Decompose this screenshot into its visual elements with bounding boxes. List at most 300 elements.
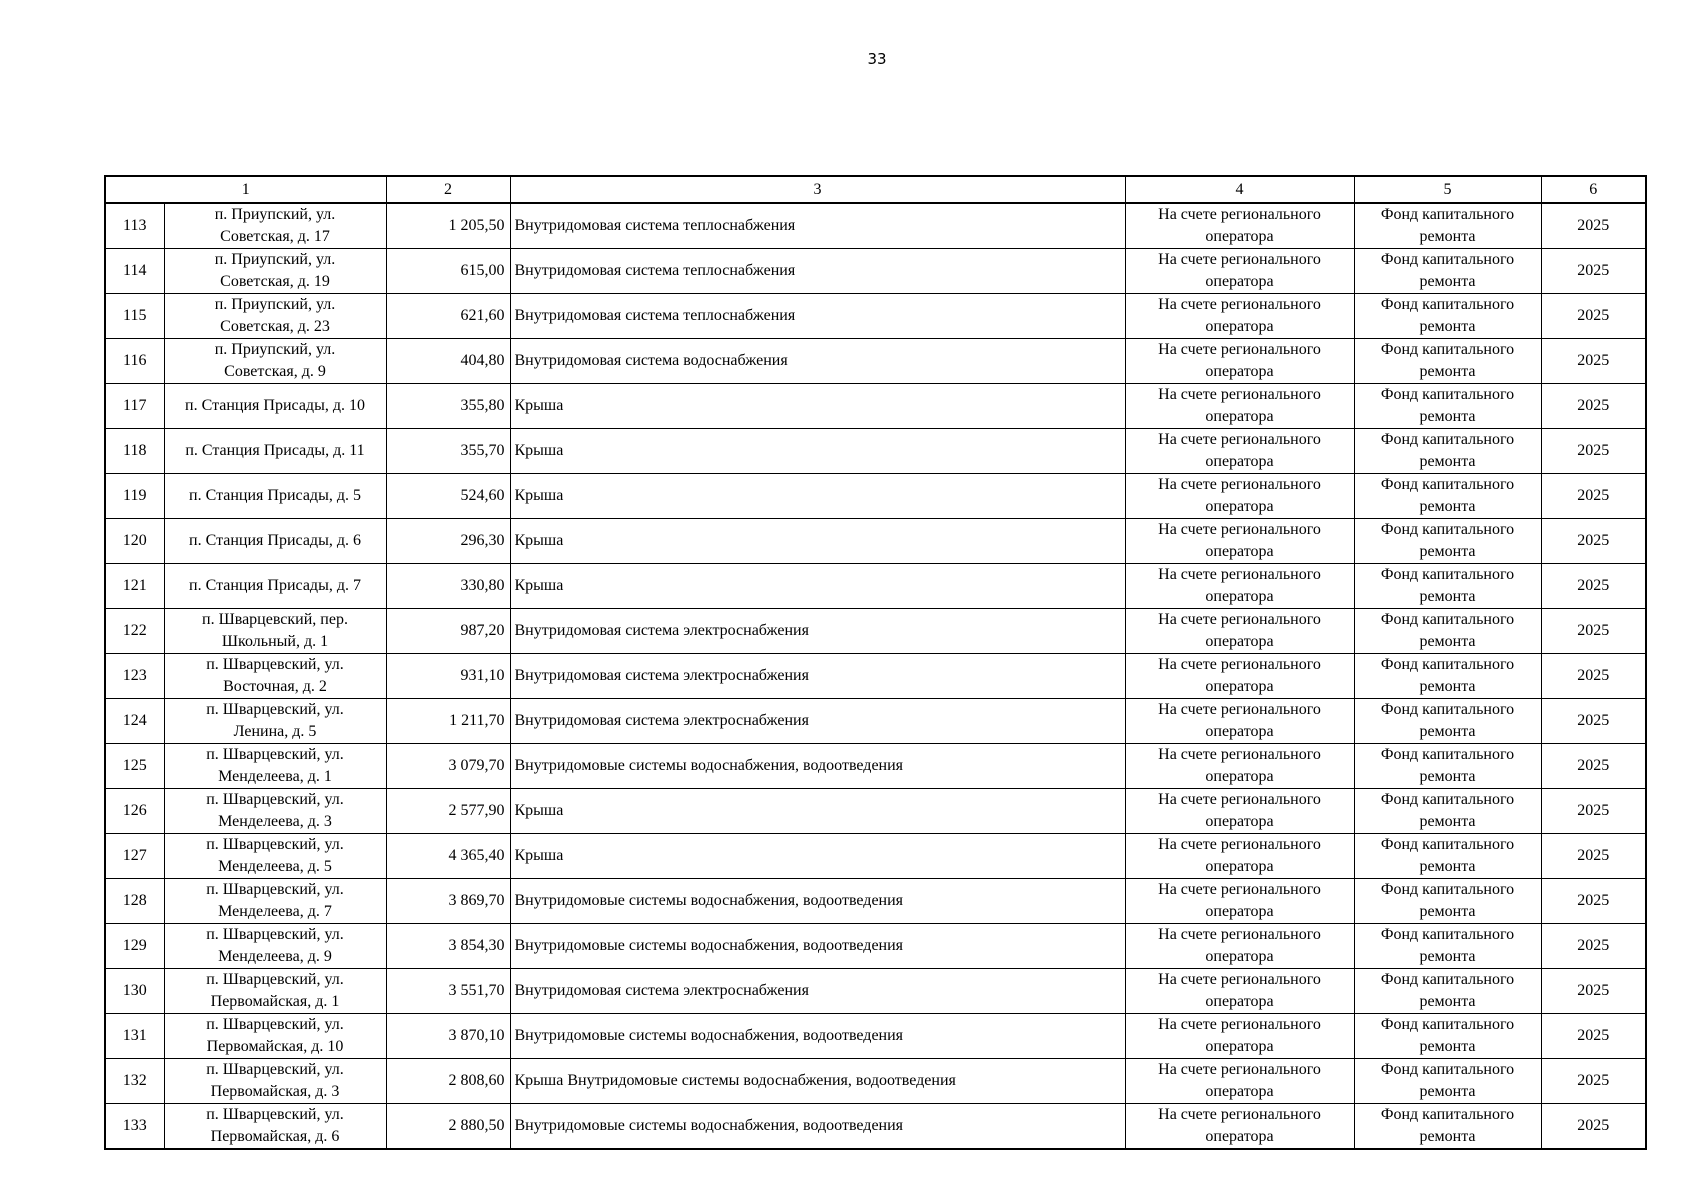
work-type-cell-line: Внутридомовая система теплоснабжения (514, 307, 796, 324)
work-type-cell-line: Внутридомовые системы водоснабжения, водоотведения (514, 1117, 904, 1134)
account-cell (1125, 294, 1354, 339)
address-cell-line: п. Шварцевский, ул. (206, 971, 344, 988)
account-cell (1125, 519, 1354, 564)
funding-source-cell (1354, 969, 1541, 1014)
area-cell (386, 1014, 510, 1059)
work-type-cell-line: Крыша (514, 397, 564, 414)
year-cell (1541, 1014, 1646, 1059)
row-number-cell-line: 119 (123, 487, 147, 504)
row-number-cell-line: 130 (122, 982, 147, 999)
funding-source-cell (1354, 564, 1541, 609)
row-number-cell (105, 879, 164, 924)
funding-source-cell-line: Фонд капитального (1380, 1061, 1515, 1078)
area-cell-line: 296,30 (460, 532, 505, 549)
account-cell-line: На счете регионального (1158, 836, 1321, 853)
funding-source-cell-line: Фонд капитального (1380, 431, 1515, 448)
header-col-3: 3 (510, 176, 1125, 203)
address-cell-line: п. Шварцевский, пер. (202, 611, 348, 628)
row-number-cell-line: 125 (122, 757, 147, 774)
row-number-cell (105, 1104, 164, 1150)
work-type-cell-line: Крыша Внутридомовые системы водоснабжения, водоотведения (514, 1072, 956, 1089)
area-cell-line: 3 854,30 (448, 937, 505, 954)
address-cell (164, 609, 386, 654)
row-number-cell-line: 117 (123, 397, 147, 414)
account-cell-line: оператора (1205, 1128, 1274, 1145)
row-number-cell (105, 969, 164, 1014)
year-cell-line: 2025 (1577, 1027, 1610, 1044)
account-cell (1125, 384, 1354, 429)
account-cell-line: На счете регионального (1158, 1061, 1321, 1078)
account-cell-line: оператора (1205, 228, 1274, 245)
account-cell-line: На счете регионального (1158, 341, 1321, 358)
address-cell-line: Советская, д. 17 (220, 228, 330, 245)
funding-source-cell-line: ремонта (1419, 363, 1476, 380)
funding-source-cell (1354, 249, 1541, 294)
account-cell-line: На счете регионального (1158, 611, 1321, 628)
area-cell (386, 429, 510, 474)
table-row (105, 654, 1646, 699)
address-cell-line: Школьный, д. 1 (221, 633, 329, 650)
funding-source-cell-line: ремонта (1419, 813, 1476, 830)
address-cell-line: п. Приупский, ул. (214, 296, 336, 313)
work-type-cell-line: Крыша (514, 487, 564, 504)
table-row (105, 1014, 1646, 1059)
table-row (105, 744, 1646, 789)
table-row (105, 1059, 1646, 1104)
year-cell (1541, 654, 1646, 699)
year-cell-line: 2025 (1577, 442, 1610, 459)
row-number-cell (105, 384, 164, 429)
year-cell (1541, 1059, 1646, 1104)
funding-source-cell (1354, 924, 1541, 969)
row-number-cell-line: 126 (122, 802, 147, 819)
funding-source-cell-line: ремонта (1419, 453, 1476, 470)
table-row (105, 879, 1646, 924)
work-type-cell-line: Внутридомовая система электроснабжения (514, 982, 809, 999)
funding-source-cell-line: ремонта (1419, 948, 1476, 965)
address-cell-line: п. Шварцевский, ул. (206, 1016, 344, 1033)
address-cell (164, 879, 386, 924)
funding-source-cell (1354, 789, 1541, 834)
table-row (105, 384, 1646, 429)
funding-source-cell-line: Фонд капитального (1380, 746, 1515, 763)
year-cell-line: 2025 (1577, 1072, 1610, 1089)
account-cell (1125, 564, 1354, 609)
area-cell-line: 987,20 (460, 622, 505, 639)
funding-source-cell (1354, 519, 1541, 564)
row-number-cell-line: 121 (122, 577, 147, 594)
funding-source-cell-line: Фонд капитального (1380, 521, 1515, 538)
account-cell-line: оператора (1205, 993, 1274, 1010)
address-cell-line: Первомайская, д. 3 (210, 1083, 340, 1100)
year-cell (1541, 249, 1646, 294)
account-cell-line: На счете регионального (1158, 791, 1321, 808)
account-cell (1125, 654, 1354, 699)
header-col-4: 4 (1125, 176, 1354, 203)
account-cell-line: оператора (1205, 273, 1274, 290)
work-type-cell (510, 744, 1125, 789)
funding-source-cell (1354, 699, 1541, 744)
address-cell (164, 294, 386, 339)
address-cell-line: п. Приупский, ул. (214, 341, 336, 358)
year-cell (1541, 294, 1646, 339)
account-cell-line: На счете регионального (1158, 1106, 1321, 1123)
table-row (105, 1104, 1646, 1150)
table-row (105, 203, 1646, 249)
row-number-cell-line: 118 (123, 442, 147, 459)
row-number-cell (105, 429, 164, 474)
funding-source-cell-line: ремонта (1419, 498, 1476, 515)
funding-source-cell-line: Фонд капитального (1380, 611, 1515, 628)
funding-source-cell-line: ремонта (1419, 1083, 1476, 1100)
account-cell (1125, 744, 1354, 789)
work-type-cell (510, 294, 1125, 339)
address-cell-line: Первомайская, д. 10 (206, 1038, 344, 1055)
account-cell-line: На счете регионального (1158, 206, 1321, 223)
address-cell-line: п. Приупский, ул. (214, 251, 336, 268)
account-cell-line: оператора (1205, 318, 1274, 335)
area-cell-line: 615,00 (460, 262, 505, 279)
year-cell (1541, 834, 1646, 879)
account-cell (1125, 789, 1354, 834)
account-cell-line: На счете регионального (1158, 701, 1321, 718)
year-cell-line: 2025 (1577, 307, 1610, 324)
funding-source-cell-line: Фонд капитального (1380, 926, 1515, 943)
address-cell-line: п. Шварцевский, ул. (206, 701, 344, 718)
row-number-cell (105, 834, 164, 879)
account-cell (1125, 879, 1354, 924)
funding-source-cell-line: ремонта (1419, 903, 1476, 920)
funding-source-cell-line: Фонд капитального (1380, 251, 1515, 268)
row-number-cell (105, 1014, 164, 1059)
account-cell-line: На счете регионального (1158, 1016, 1321, 1033)
account-cell (1125, 609, 1354, 654)
page-number: 33 (867, 50, 887, 68)
work-type-cell-line: Крыша (514, 847, 564, 864)
account-cell-line: На счете регионального (1158, 881, 1321, 898)
row-number-cell-line: 116 (123, 352, 147, 369)
year-cell (1541, 339, 1646, 384)
row-number-cell-line: 124 (122, 712, 147, 729)
area-cell-line: 1 211,70 (449, 712, 505, 729)
account-cell-line: оператора (1205, 948, 1274, 965)
account-cell-line: На счете регионального (1158, 566, 1321, 583)
row-number-cell-line: 129 (122, 937, 147, 954)
table-row (105, 969, 1646, 1014)
work-type-cell-line: Крыша (514, 442, 564, 459)
funding-source-cell (1354, 609, 1541, 654)
funding-source-cell-line: Фонд капитального (1380, 566, 1515, 583)
year-cell (1541, 879, 1646, 924)
funding-source-cell (1354, 879, 1541, 924)
work-type-cell-line: Крыша (514, 577, 564, 594)
area-cell-line: 621,60 (460, 307, 505, 324)
address-cell-line: Менделеева, д. 5 (218, 858, 332, 875)
table-row (105, 609, 1646, 654)
address-cell (164, 924, 386, 969)
funding-source-cell-line: ремонта (1419, 588, 1476, 605)
header-col-1: 1 (105, 176, 386, 203)
address-cell-line: Восточная, д. 2 (223, 678, 327, 695)
account-cell-line: На счете регионального (1158, 296, 1321, 313)
account-cell-line: оператора (1205, 678, 1274, 695)
funding-source-cell (1354, 294, 1541, 339)
work-type-cell (510, 203, 1125, 249)
row-number-cell-line: 131 (122, 1027, 147, 1044)
area-cell-line: 931,10 (460, 667, 505, 684)
funding-source-cell-line: ремонта (1419, 633, 1476, 650)
account-cell (1125, 834, 1354, 879)
area-cell-line: 404,80 (460, 352, 505, 369)
address-cell-line: п. Шварцевский, ул. (206, 791, 344, 808)
row-number-cell-line: 115 (123, 307, 147, 324)
account-cell-line: На счете регионального (1158, 476, 1321, 493)
account-cell (1125, 249, 1354, 294)
work-type-cell-line: Внутридомовая система электроснабжения (514, 622, 809, 639)
year-cell (1541, 564, 1646, 609)
funding-source-cell-line: Фонд капитального (1380, 386, 1515, 403)
work-type-cell-line: Крыша (514, 532, 564, 549)
work-type-cell-line: Внутридомовые системы водоснабжения, водоотведения (514, 892, 904, 909)
area-cell-line: 3 551,70 (448, 982, 505, 999)
funding-source-cell-line: Фонд капитального (1380, 206, 1515, 223)
year-cell-line: 2025 (1577, 982, 1610, 999)
address-cell-line: п. Шварцевский, ул. (206, 1106, 344, 1123)
funding-source-cell (1354, 744, 1541, 789)
year-cell-line: 2025 (1577, 397, 1610, 414)
account-cell-line: оператора (1205, 588, 1274, 605)
area-cell-line: 3 079,70 (448, 757, 505, 774)
work-type-cell (510, 834, 1125, 879)
area-cell-line: 2 880,50 (448, 1117, 505, 1134)
address-cell (164, 339, 386, 384)
funding-source-cell-line: Фонд капитального (1380, 656, 1515, 673)
row-number-cell-line: 113 (123, 217, 147, 234)
year-cell-line: 2025 (1577, 802, 1610, 819)
area-cell (386, 654, 510, 699)
funding-source-cell (1354, 1059, 1541, 1104)
address-cell-line: п. Шварцевский, ул. (206, 836, 344, 853)
funding-source-cell (1354, 834, 1541, 879)
area-cell (386, 203, 510, 249)
table-row (105, 789, 1646, 834)
address-cell (164, 1059, 386, 1104)
work-type-cell (510, 384, 1125, 429)
funding-source-cell-line: Фонд капитального (1380, 791, 1515, 808)
address-cell-line: Советская, д. 9 (224, 363, 326, 380)
address-cell-line: п. Шварцевский, ул. (206, 881, 344, 898)
year-cell (1541, 1104, 1646, 1150)
account-cell-line: На счете регионального (1158, 926, 1321, 943)
work-type-cell-line: Внутридомовая система электроснабжения (514, 667, 809, 684)
funding-source-cell (1354, 339, 1541, 384)
work-type-cell-line: Внутридомовая система водоснабжения (514, 352, 788, 369)
funding-source-cell (1354, 654, 1541, 699)
row-number-cell (105, 203, 164, 249)
work-type-cell (510, 429, 1125, 474)
address-cell-line: Первомайская, д. 1 (210, 993, 340, 1010)
address-cell-line: п. Станция Присады, д. 6 (189, 532, 361, 549)
account-cell-line: оператора (1205, 1038, 1274, 1055)
account-cell (1125, 474, 1354, 519)
funding-source-cell-line: ремонта (1419, 1038, 1476, 1055)
area-cell (386, 384, 510, 429)
address-cell (164, 969, 386, 1014)
year-cell (1541, 744, 1646, 789)
work-type-cell-line: Крыша (514, 802, 564, 819)
account-cell (1125, 429, 1354, 474)
work-type-cell-line: Внутридомовые системы водоснабжения, водоотведения (514, 1027, 904, 1044)
area-cell (386, 699, 510, 744)
address-cell-line: Советская, д. 19 (220, 273, 330, 290)
account-cell-line: оператора (1205, 1083, 1274, 1100)
funding-source-cell-line: Фонд капитального (1380, 476, 1515, 493)
row-number-cell (105, 924, 164, 969)
funding-source-cell-line: Фонд капитального (1380, 881, 1515, 898)
address-cell (164, 1104, 386, 1150)
funding-source-cell-line: ремонта (1419, 678, 1476, 695)
work-type-cell-line: Внутридомовая система теплоснабжения (514, 262, 796, 279)
work-type-cell (510, 564, 1125, 609)
account-cell-line: оператора (1205, 768, 1274, 785)
address-cell (164, 384, 386, 429)
year-cell-line: 2025 (1577, 847, 1610, 864)
address-cell (164, 744, 386, 789)
area-cell (386, 294, 510, 339)
row-number-cell (105, 249, 164, 294)
address-cell-line: Первомайская, д. 6 (210, 1128, 340, 1145)
account-cell (1125, 924, 1354, 969)
year-cell-line: 2025 (1577, 352, 1610, 369)
table-row (105, 924, 1646, 969)
funding-source-cell (1354, 1104, 1541, 1150)
account-cell (1125, 339, 1354, 384)
area-cell-line: 1 205,50 (448, 217, 505, 234)
address-cell (164, 564, 386, 609)
work-type-cell (510, 924, 1125, 969)
address-cell (164, 249, 386, 294)
year-cell-line: 2025 (1577, 892, 1610, 909)
account-cell-line: На счете регионального (1158, 656, 1321, 673)
year-cell (1541, 609, 1646, 654)
table-row (105, 834, 1646, 879)
row-number-cell (105, 564, 164, 609)
funding-source-cell (1354, 384, 1541, 429)
area-cell (386, 879, 510, 924)
account-cell-line: На счете регионального (1158, 386, 1321, 403)
area-cell-line: 2 808,60 (448, 1072, 505, 1089)
work-type-cell (510, 969, 1125, 1014)
row-number-cell-line: 114 (123, 262, 147, 279)
row-number-cell-line: 122 (122, 622, 147, 639)
funding-source-cell-line: ремонта (1419, 768, 1476, 785)
address-cell-line: Менделеева, д. 3 (218, 813, 332, 830)
year-cell (1541, 203, 1646, 249)
area-cell (386, 834, 510, 879)
area-cell (386, 249, 510, 294)
funding-source-cell-line: ремонта (1419, 1128, 1476, 1145)
address-cell-line: п. Станция Присады, д. 10 (185, 397, 365, 414)
address-cell-line: п. Шварцевский, ул. (206, 1061, 344, 1078)
row-number-cell-line: 123 (122, 667, 147, 684)
year-cell-line: 2025 (1577, 1117, 1610, 1134)
year-cell (1541, 519, 1646, 564)
funding-source-cell-line: ремонта (1419, 993, 1476, 1010)
table-row (105, 474, 1646, 519)
funding-source-cell-line: Фонд капитального (1380, 971, 1515, 988)
row-number-cell (105, 609, 164, 654)
address-cell-line: Менделеева, д. 9 (218, 948, 332, 965)
year-cell-line: 2025 (1577, 577, 1610, 594)
area-cell-line: 4 365,40 (448, 847, 505, 864)
funding-source-cell-line: Фонд капитального (1380, 1016, 1515, 1033)
address-cell-line: п. Станция Присады, д. 5 (189, 487, 361, 504)
account-cell-line: оператора (1205, 408, 1274, 425)
row-number-cell (105, 744, 164, 789)
row-number-cell-line: 127 (122, 847, 147, 864)
work-type-cell (510, 249, 1125, 294)
funding-source-cell-line: ремонта (1419, 723, 1476, 740)
year-cell-line: 2025 (1577, 937, 1610, 954)
table-header-row (105, 176, 1646, 203)
area-cell (386, 1104, 510, 1150)
address-cell-line: Менделеева, д. 1 (218, 768, 332, 785)
work-type-cell (510, 789, 1125, 834)
area-cell (386, 564, 510, 609)
table-row (105, 699, 1646, 744)
area-cell (386, 1059, 510, 1104)
area-cell-line: 355,80 (460, 397, 505, 414)
work-type-cell (510, 1059, 1125, 1104)
area-cell (386, 474, 510, 519)
account-cell-line: оператора (1205, 453, 1274, 470)
work-type-cell (510, 654, 1125, 699)
funding-source-cell-line: Фонд капитального (1380, 1106, 1515, 1123)
account-cell (1125, 1104, 1354, 1150)
year-cell-line: 2025 (1577, 757, 1610, 774)
address-cell (164, 519, 386, 564)
account-cell-line: оператора (1205, 498, 1274, 515)
funding-source-cell-line: ремонта (1419, 408, 1476, 425)
area-cell-line: 330,80 (460, 577, 505, 594)
address-cell (164, 429, 386, 474)
funding-source-cell-line: ремонта (1419, 543, 1476, 560)
table-row (105, 294, 1646, 339)
account-cell (1125, 969, 1354, 1014)
work-type-cell (510, 474, 1125, 519)
work-type-cell-line: Внутридомовые системы водоснабжения, водоотведения (514, 937, 904, 954)
year-cell-line: 2025 (1577, 262, 1610, 279)
year-cell (1541, 924, 1646, 969)
year-cell-line: 2025 (1577, 487, 1610, 504)
work-type-cell (510, 1104, 1125, 1150)
row-number-cell (105, 654, 164, 699)
table-row (105, 249, 1646, 294)
work-type-cell-line: Внутридомовая система электроснабжения (514, 712, 809, 729)
year-cell-line: 2025 (1577, 217, 1610, 234)
address-cell-line: п. Шварцевский, ул. (206, 926, 344, 943)
funding-source-cell-line: Фонд капитального (1380, 341, 1515, 358)
table-row (105, 564, 1646, 609)
work-type-cell-line: Внутридомовые системы водоснабжения, водоотведения (514, 757, 904, 774)
header-col-2: 2 (386, 176, 510, 203)
area-cell (386, 969, 510, 1014)
year-cell-line: 2025 (1577, 667, 1610, 684)
address-cell-line: п. Приупский, ул. (214, 206, 336, 223)
funding-source-cell-line: ремонта (1419, 318, 1476, 335)
work-type-cell (510, 519, 1125, 564)
header-col-6: 6 (1541, 176, 1646, 203)
